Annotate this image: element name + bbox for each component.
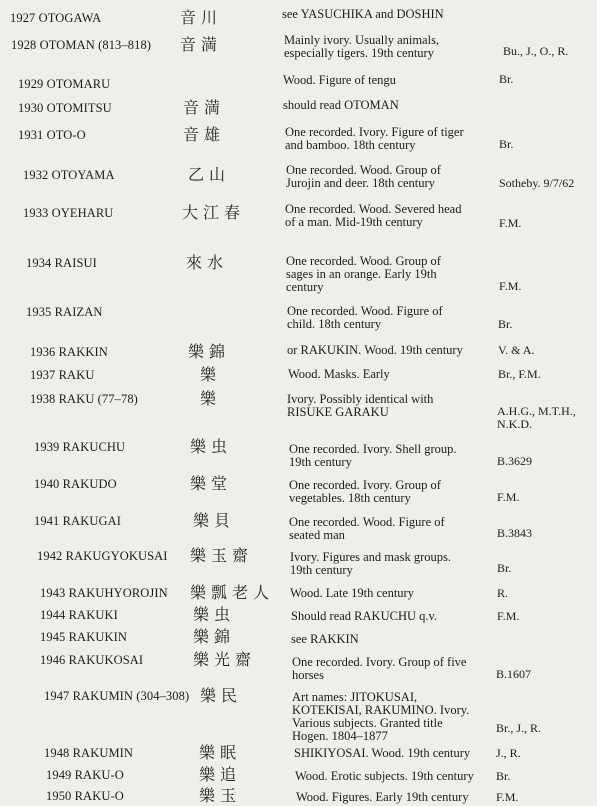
entry-description: One recorded. Ivory. Group of five horses [292, 655, 467, 682]
entry-name: 1930 OTOMITSU [18, 101, 112, 115]
entry-name: 1940 RAKUDO [34, 477, 117, 491]
entry-name: 1949 RAKU-O [46, 768, 124, 782]
entry-signature: 樂 [200, 389, 222, 408]
entry-signature: 樂光齋 [193, 650, 257, 669]
entry-name: 1947 RAKUMIN (304–308) [44, 689, 190, 703]
entry-name: 1936 RAKKIN [30, 345, 108, 359]
entry-name: 1943 RAKUHYOROJIN [40, 586, 168, 600]
entry-signature: 來水 [186, 253, 229, 272]
entry-description: Should read RAKUCHU q.v. [291, 609, 438, 623]
entry-signature: 樂虫 [193, 605, 236, 624]
entry-name: 1929 OTOMARU [18, 77, 111, 91]
entry-description: One recorded. Wood. Figure of child. 18th century [287, 304, 443, 331]
entry-source: F.M. [499, 216, 522, 230]
entry-signature: 樂民 [200, 686, 243, 705]
entry-name: 1937 RAKU [30, 368, 95, 382]
entry-source: R. [497, 586, 509, 600]
entry-description: should read OTOMAN [283, 98, 399, 112]
entry-source: A.H.G., M.T.H., N.K.D. [497, 404, 576, 431]
entry-name: 1935 RAIZAN [26, 305, 103, 319]
entry-signature: 樂眠 [199, 743, 242, 762]
entry-name: 1941 RAKUGAI [34, 514, 121, 528]
entry-description: Wood. Figure of tengu [283, 73, 396, 87]
entry-signature: 樂追 [199, 765, 242, 784]
entry-source: Br. [496, 769, 511, 783]
entry-name: 1934 RAISUI [26, 256, 97, 270]
entry-description: or RAKUKIN. Wood. 19th century [287, 343, 463, 357]
entry-description: see YASUCHIKA and DOSHIN [282, 7, 444, 21]
entry-signature: 音川 [180, 8, 223, 27]
entry-source: Br. [497, 561, 512, 575]
entry-source: F.M. [497, 490, 520, 504]
entry-name: 1931 OTO-O [18, 128, 86, 142]
entry-description: Wood. Masks. Early [288, 367, 390, 381]
entry-source: B.3629 [497, 454, 533, 468]
entry-source: J., R. [496, 746, 521, 760]
entry-description: One recorded. Wood. Figure of seated man [289, 515, 445, 542]
entry-description: Wood. Figures. Early 19th century [296, 790, 469, 804]
entry-signature: 音雄 [183, 125, 226, 144]
entry-signature: 樂玉 [199, 786, 242, 805]
entry-description: One recorded. Ivory. Figure of tiger and bamboo. 18th century [285, 125, 464, 152]
entry-description: see RAKKIN [291, 632, 359, 646]
entry-description: Wood. Late 19th century [290, 586, 414, 600]
entry-description: One recorded. Wood. Severed head of a man. Mid-19th century [285, 202, 462, 229]
entry-name: 1942 RAKUGYOKUSAI [37, 549, 168, 563]
entry-source: Br. [499, 137, 514, 151]
entry-description: One recorded. Ivory. Shell group. 19th century [289, 442, 457, 469]
entry-description: SHIKIYOSAI. Wood. 19th century [294, 746, 471, 760]
entry-source: Bu., J., O., R. [503, 44, 569, 58]
entry-description: One recorded. Ivory. Group of vegetables. 18th century [289, 478, 441, 505]
entry-source: Br., F.M. [498, 367, 541, 381]
entry-source: Sotheby. 9/7/62 [499, 176, 575, 190]
entry-description: Wood. Erotic subjects. 19th century [295, 769, 474, 783]
entry-name: 1933 OYEHARU [23, 206, 114, 220]
entry-description: One recorded. Wood. Group of sages in an orange. Early 19th century [286, 254, 441, 294]
entry-name: 1928 OTOMAN (813–818) [11, 38, 152, 52]
entry-source: F.M. [496, 790, 519, 804]
entry-source: Br. [498, 317, 513, 331]
entry-signature: 樂貝 [193, 511, 236, 530]
entry-name: 1932 OTOYAMA [23, 168, 115, 182]
entry-signature: 樂瓢老人 [190, 583, 275, 602]
entry-source: Br. [499, 72, 514, 86]
entry-name: 1945 RAKUKIN [40, 630, 127, 644]
entry-signature: 乙山 [188, 165, 231, 184]
entry-signature: 樂錦 [193, 627, 236, 646]
entry-source: B.3843 [497, 526, 533, 540]
entry-signature: 音満 [180, 35, 223, 54]
entry-signature: 樂 [200, 365, 222, 384]
entry-name: 1948 RAKUMIN [44, 746, 134, 760]
entry-name: 1927 OTOGAWA [10, 11, 102, 25]
entry-description: Ivory. Figures and mask groups. 19th century [290, 550, 451, 577]
entry-signature: 大江春 [182, 203, 246, 222]
entry-name: 1939 RAKUCHU [34, 440, 126, 454]
entry-source: F.M. [497, 609, 520, 623]
entry-name: 1944 RAKUKI [40, 608, 118, 622]
entry-signature: 樂虫 [190, 437, 233, 456]
entry-name: 1950 RAKU-O [46, 789, 124, 803]
entry-signature: 音満 [183, 98, 226, 117]
entry-description: Mainly ivory. Usually animals, especially tigers. 19th century [284, 33, 440, 60]
entry-source: V. & A. [498, 343, 535, 357]
entry-source: Br., J., R. [496, 721, 542, 735]
entry-name: 1938 RAKU (77–78) [30, 392, 138, 406]
entry-signature: 樂堂 [190, 474, 233, 493]
entry-source: B.1607 [496, 667, 532, 681]
entry-signature: 樂玉齋 [190, 546, 254, 565]
entry-name: 1946 RAKUKOSAI [40, 653, 144, 667]
entry-description: Ivory. Possibly identical with RISUKE GARAKU [287, 392, 434, 419]
entry-source: F.M. [499, 279, 522, 293]
entry-signature: 樂錦 [188, 342, 231, 361]
entry-description: Art names: JITOKUSAI, KOTEKISAI, RAKUMINO. Ivory. Various subjects. Granted title Hogen. 1804–1877 [292, 690, 470, 743]
entry-description: One recorded. Wood. Group of Jurojin and deer. 18th century [286, 163, 441, 190]
